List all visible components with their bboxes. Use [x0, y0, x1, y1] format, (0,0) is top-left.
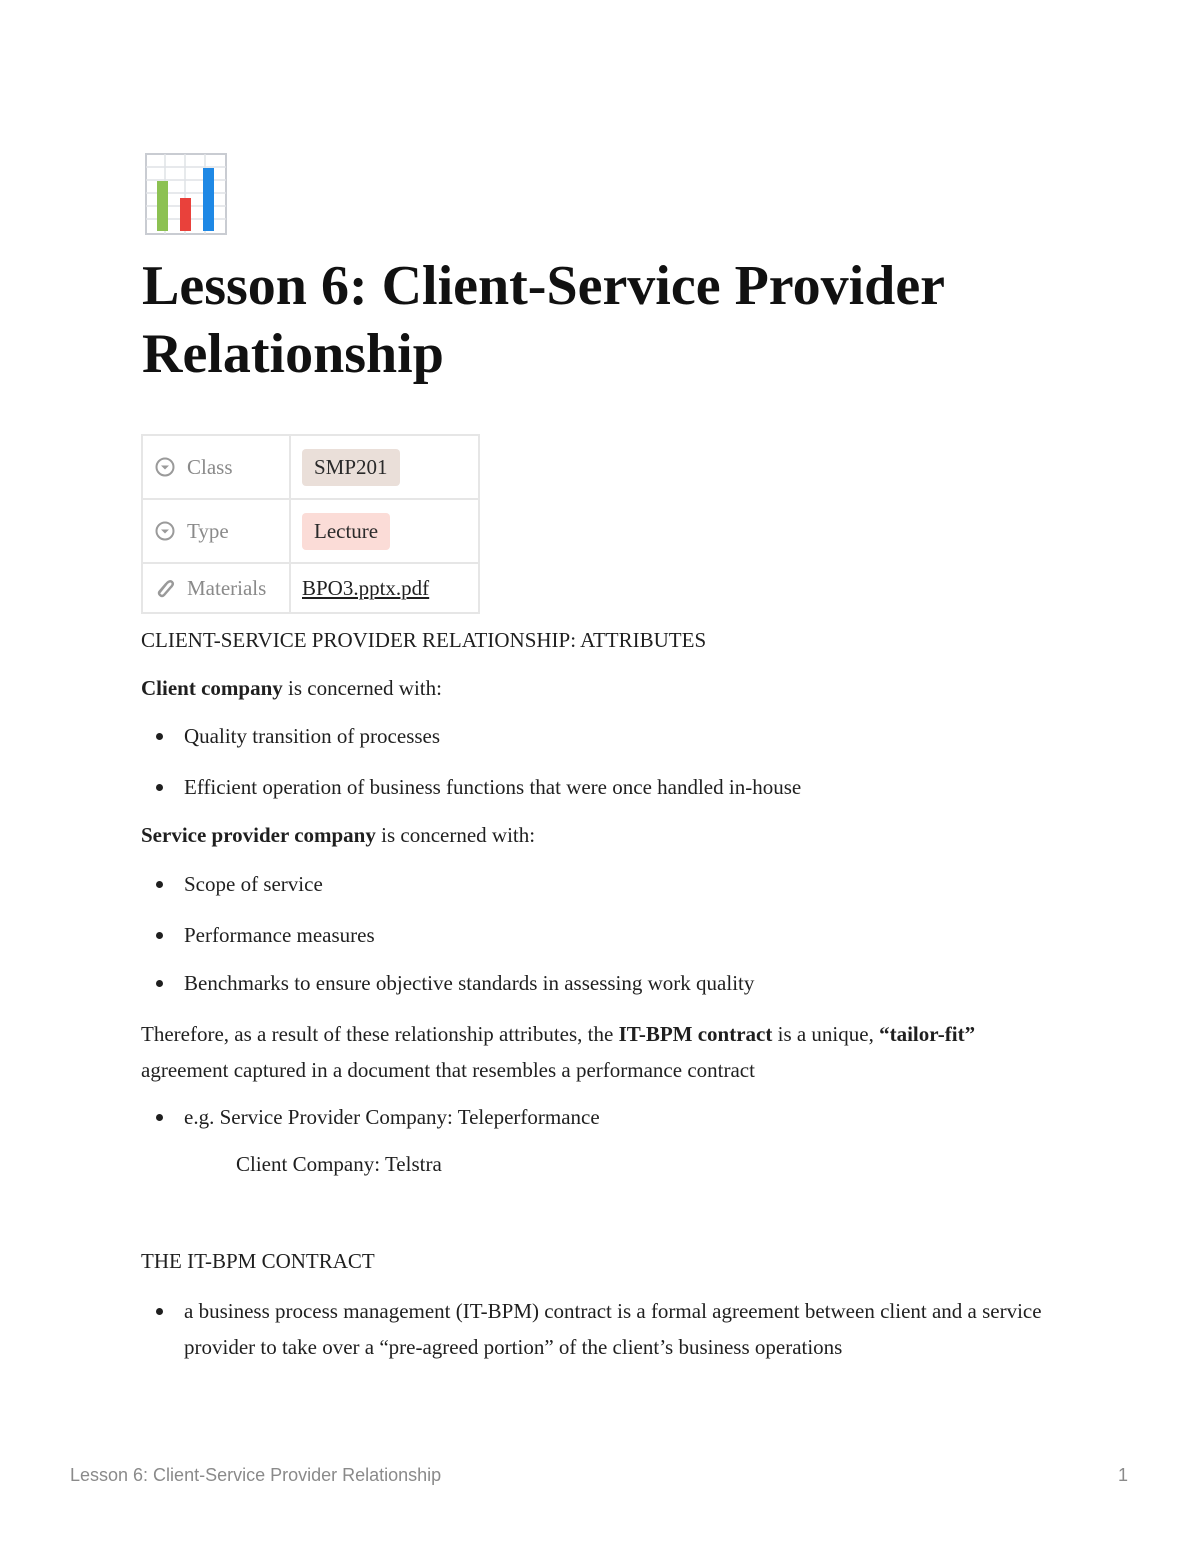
paperclip-icon — [155, 578, 175, 598]
footer-title: Lesson 6: Client-Service Provider Relationship — [70, 1465, 442, 1485]
bar-chart-icon — [145, 153, 227, 235]
bar-blue — [203, 168, 214, 231]
section-heading-attributes: CLIENT-SERVICE PROVIDER RELATIONSHIP: ATTRIBUTES — [141, 628, 707, 652]
materials-file-link[interactable]: BPO3.pptx.pdf — [302, 575, 430, 600]
property-row-materials — [142, 563, 479, 613]
properties-table — [141, 434, 480, 614]
bar-green — [157, 181, 168, 231]
list-item: Efficient operation of business functions that were once handled in-house — [184, 769, 801, 805]
tailor-fit-bold: “tailor-fit” — [879, 1022, 976, 1046]
property-label-materials: Materials — [187, 575, 267, 600]
property-label-type: Type — [187, 518, 229, 543]
example-sub-line: Client Company: Telstra — [236, 1152, 442, 1176]
client-company-bold: Client company — [141, 676, 283, 700]
footer-page-number: 1 — [1117, 1465, 1128, 1485]
client-rest-text: is concerned with: — [282, 676, 442, 700]
list-item: Performance measures — [184, 917, 375, 953]
client-paragraph — [141, 670, 442, 706]
select-icon — [155, 457, 175, 477]
list-item: Quality transition of processes — [184, 718, 440, 754]
it-bpm-contract-bold: IT-BPM contract — [618, 1022, 773, 1046]
list-item: Benchmarks to ensure objective standards in assessing work quality — [184, 965, 754, 1001]
property-label-class: Class — [187, 454, 233, 479]
provider-paragraph — [141, 817, 535, 853]
provider-rest-text: is concerned with: — [375, 823, 536, 847]
property-row-type — [142, 499, 479, 563]
list-item: a business process management (IT-BPM) contract is a formal agreement between client and a service provider to take over a “pre-agreed portion” of the client’s business operations — [184, 1293, 1064, 1365]
type-tag[interactable]: Lecture — [302, 513, 390, 550]
select-icon — [155, 521, 175, 541]
class-tag[interactable]: SMP201 — [302, 449, 400, 486]
therefore-paragraph: Therefore, as a result of these relationship attributes, the IT-BPM contract is a unique, “tailor-fit” agreement captured in a document that resembles a performance contract — [141, 1022, 976, 1082]
list-item: Scope of service — [184, 866, 323, 902]
example-list-item: e.g. Service Provider Company: Teleperformance — [184, 1099, 600, 1135]
bar-red — [180, 198, 191, 231]
provider-company-bold: Service provider company — [141, 823, 376, 847]
section-heading-contract: THE IT-BPM CONTRACT — [141, 1249, 375, 1273]
property-row-class — [142, 435, 479, 499]
page-title: Lesson 6: Client-Service Provider Relationship — [142, 255, 945, 385]
